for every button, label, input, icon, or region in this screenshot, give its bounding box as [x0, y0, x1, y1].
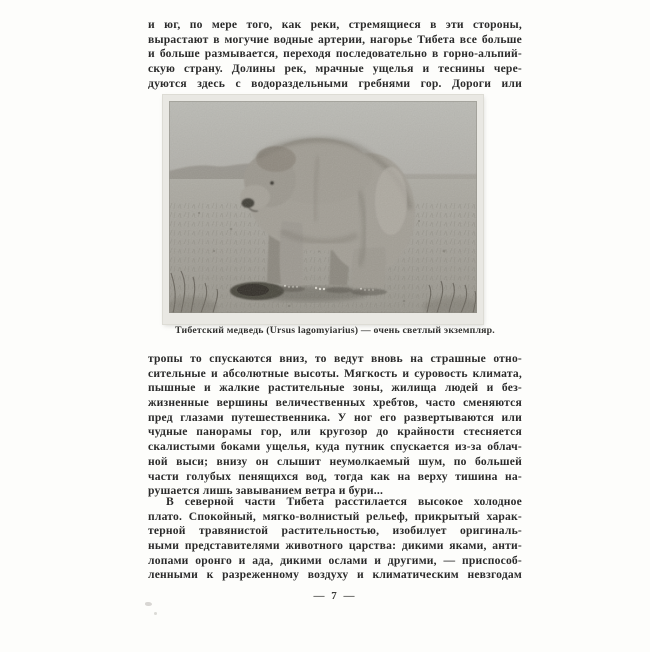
text-line: тропы то спускаются вниз, то ведут вновь на страшные отно- — [148, 352, 522, 365]
paragraph-middle — [148, 352, 522, 499]
text-line: пред глазами путешественника. У ног его развертываются или — [148, 410, 522, 424]
text-line: вырастают в могучие водные артерии, нагорье Тибета все больше — [148, 32, 522, 46]
figure-caption: Тибетский медведь (Ursus lagomyiarius) — очень светлый экземпляр. — [175, 325, 495, 336]
bear-photo — [169, 101, 477, 313]
text-line: лопами оронго и ада, дикими ослами и другими, — приспособ- — [148, 553, 522, 567]
text-line: плато. Спокойный, мягко-волнистый рельеф, прикрытый харак- — [148, 509, 522, 523]
scan-speck — [145, 602, 152, 606]
text-line: терной травянистой растительностью, изобилует оригиналь- — [148, 524, 522, 538]
scan-speck — [154, 612, 157, 615]
text-line: и юг, по мере того, как реки, стремящиеся в эти стороны, — [148, 18, 522, 31]
paragraph-top — [148, 18, 522, 91]
text-line: рушается лишь завыванием ветра и бури... — [148, 484, 384, 498]
page-number: — 7 — — [313, 590, 357, 602]
text-line: чудные панорамы гор, или кругозор до крайности стесняется — [148, 425, 522, 439]
text-line: ной выси; внизу он слышит неумолкаемый шум, по большей — [148, 454, 522, 468]
text-line: жизненные вершины величественных хребтов, часто сменяются — [148, 396, 522, 410]
text-line: и больше размывается, переходя последовательно в горно-альпий- — [148, 47, 522, 61]
text-line: скую страну. Долины рек, мрачные ущелья и теснины чере- — [148, 62, 522, 76]
figure-frame — [163, 95, 483, 324]
text-line: сительные и абсолютные высоты. Мягкость и суровость климата, — [148, 366, 522, 380]
text-line: скалистыми боками ущелья, куда путник спускается из-за облач- — [148, 440, 522, 454]
text-line: ленными к разреженному воздуху и климатическим невзгодам — [148, 568, 522, 582]
text-line: дуются здесь с водораздельными гребнями гор. Дороги или — [148, 76, 522, 90]
text-line: части голубых пенящихся вод, тогда как на верху тишина на- — [148, 469, 522, 483]
text-line: В северной части Тибета расстилается высокое холодное — [166, 495, 522, 508]
text-line: пышные и жалкие растительные зоны, жилища людей и без- — [148, 381, 522, 395]
paragraph-bottom — [148, 495, 522, 583]
text-line: ными представителями животного царства: дикими яками, анти- — [148, 539, 522, 553]
